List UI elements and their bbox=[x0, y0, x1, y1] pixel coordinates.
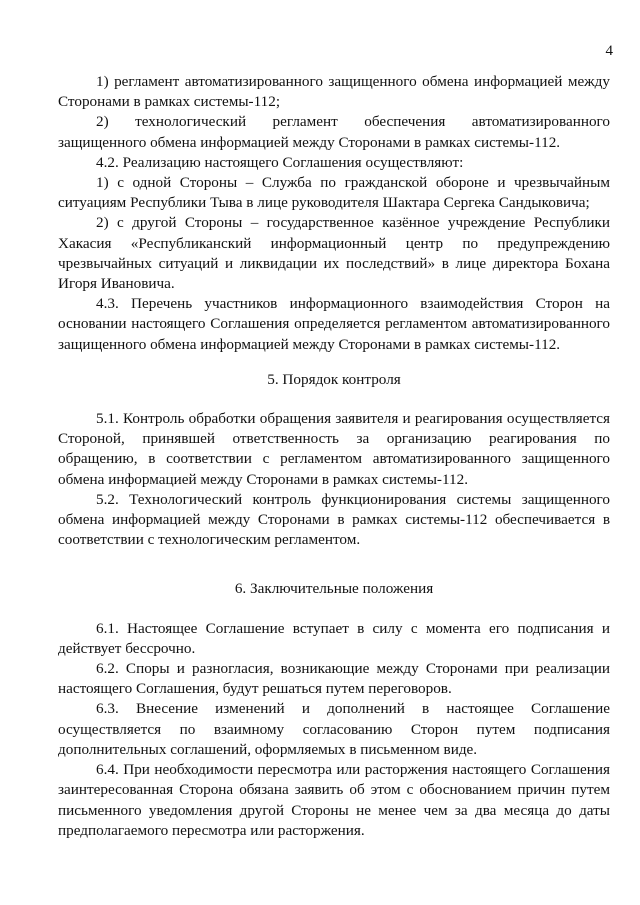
section-heading: 5. Порядок контроля bbox=[267, 370, 401, 388]
paragraph: 6.2. Споры и разногласия, возникающие между Сторонами при реализации настоящего Соглашения, будут решаться путем переговоров. bbox=[58, 660, 610, 698]
paragraph: 4.3. Перечень участников информационного взаимодействия Сторон на основании настоящего Соглашения определяется регламентом автоматизированного защищенного обмена информацией между Сторонами в рамках системы-112. bbox=[58, 295, 610, 353]
paragraph: 4.2. Реализацию настоящего Соглашения осуществляют: bbox=[96, 153, 464, 171]
page-number: 4 bbox=[605, 43, 613, 59]
paragraph: 6.4. При необходимости пересмотра или расторжения настоящего Соглашения заинтересованная Сторона обязана заявить об этом с обоснованием причин путем письменного уведомления другой Стороны не менее чем за два месяца до даты предполагаемого пересмотра или расторжения. bbox=[58, 761, 610, 839]
document-body bbox=[58, 72, 610, 841]
paragraph: 1) с одной Стороны – Служба по гражданской обороне и чрезвычайным ситуациям Республики Тыва в лице руководителя Шактара Сергека Сандыковича; bbox=[58, 174, 610, 212]
paragraph: 2) с другой Стороны – государственное казённое учреждение Республики Хакасия «Республиканский информационный центр по предупреждению чрезвычайных ситуаций и ликвидации их последствий» в лице директора Бохана Игоря Ивановича. bbox=[58, 214, 610, 293]
paragraph: 5.1. Контроль обработки обращения заявителя и реагирования осуществляется Стороной, принявшей ответственность за организацию реагирования по обращению, в соответствии с регламентом автоматизированного защищенного обмена информацией между Сторонами в рамках системы-112. bbox=[58, 410, 610, 488]
section-heading: 6. Заключительные положения bbox=[234, 580, 434, 598]
paragraph: 5.2. Технологический контроль функционирования системы защищенного обмена информацией между Сторонами в рамках системы-112 обеспечивается в соответствии с технологическим регламентом. bbox=[58, 490, 610, 549]
paragraph: 6.3. Внесение изменений и дополнений в настоящее Соглашение осуществляется по взаимному согласованию Сторон путем подписания дополнительных соглашений, оформляемых в письменном виде. bbox=[58, 700, 610, 758]
paragraph: 1) регламент автоматизированного защищенного обмена информацией между Сторонами в рамках системы-112; bbox=[58, 73, 610, 111]
paragraph: 6.1. Настоящее Соглашение вступает в силу с момента его подписания и действует бессрочно. bbox=[58, 619, 610, 657]
paragraph: 2) технологический регламент обеспечения автоматизированного защищенного обмена информацией между Сторонами в рамках системы-112. bbox=[58, 113, 610, 151]
